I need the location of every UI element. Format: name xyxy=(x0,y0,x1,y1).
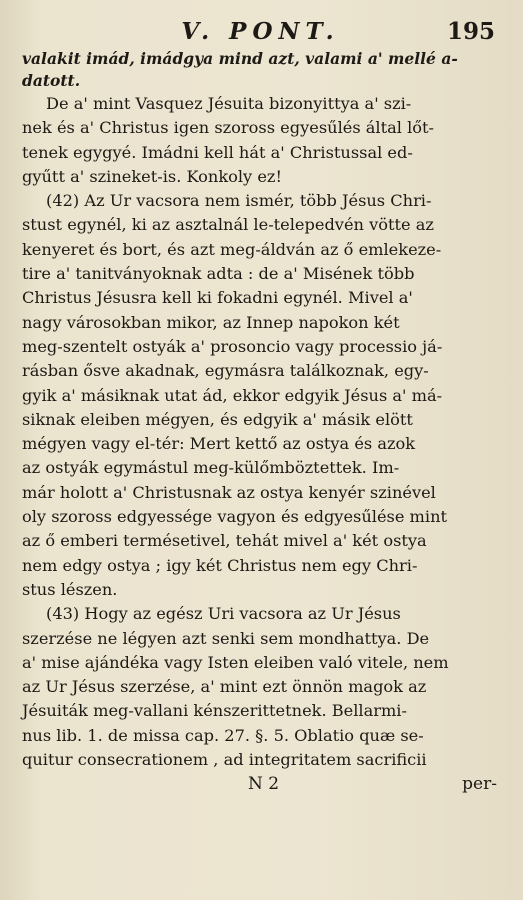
text-line: siknak eleiben mégyen, és edgyik a' másik elött xyxy=(22,409,413,429)
text-line: rásban ősve akadnak, egymásra találkoznak, egy- xyxy=(22,361,429,381)
text-line: a' mise ajándéka vagy Isten eleiben való vitele, nem xyxy=(22,652,449,672)
text-line: kenyeret és bort, és azt meg-áldván az ő emlekeze- xyxy=(22,239,442,259)
text-line: tire a' tanitványoknak adta : de a' Misének több xyxy=(22,264,415,284)
text-line: nek és a' Christus igen szoross egyesűlés által lőt- xyxy=(22,118,434,138)
italic-continuation xyxy=(22,48,499,92)
text-line: az Ur Jésus szerzése, a' mint ezt önnön magok az xyxy=(22,677,427,697)
text-line: szerzése ne légyen azt senki sem mondhattya. De xyxy=(22,628,430,648)
text-line: (42) Az Ur vacsora nem ismér, több Jésus Chri- xyxy=(46,191,432,211)
text-line: (43) Hogy az egész Uri vacsora az Ur Jésus xyxy=(46,604,401,624)
text-line: stus lészen. xyxy=(22,579,118,599)
text-line: nem edgy ostya ; igy két Christus nem egy Chri- xyxy=(22,555,418,575)
text-line: gyik a' másiknak utat ád, ekkor edgyik Jésus a' má- xyxy=(22,385,443,405)
signature-mark: N 2 xyxy=(248,774,280,795)
text-line: quitur consecrationem , ad integritatem sacrificii xyxy=(22,750,427,770)
text-line: mégyen vagy el-tér: Mert kettő az ostya és azok xyxy=(22,434,416,454)
text-line: nagy városokban mikor, az Innep napokon két xyxy=(22,312,400,332)
text-line: De a' mint Vasquez Jésuita bizonyittya a' szi- xyxy=(46,94,412,113)
text-line: Christus Jésusra kell ki fokadni egynél. Mivel a' xyxy=(22,288,413,308)
text-line: stust egynél, ki az asztalnál le-telepedvén vötte az xyxy=(22,215,434,235)
text-line: gyűtt a' szineket-is. Konkoly ez! xyxy=(22,166,282,186)
catchword: per- xyxy=(462,774,497,795)
text-line: oly szoross edgyessége vagyon és edgyesűlése mint xyxy=(22,507,448,527)
body-text xyxy=(22,92,499,772)
text-line: már holott a' Christusnak az ostya kenyér szinével xyxy=(22,482,436,502)
text-line: nus lib. 1. de missa cap. 27. §. 5. Oblatio quæ se- xyxy=(22,725,424,745)
text-line: tenek egygyé. Imádni kell hát a' Christussal ed- xyxy=(22,142,413,162)
italic-line: valakit imád, imádgya mind azt, valami a' mellé a- xyxy=(22,49,458,68)
text-line: az ő emberi termésetivel, tehát mivel a' két ostya xyxy=(22,531,427,551)
text-line: az ostyák egymástul meg-külőmböztettek. Im- xyxy=(22,458,400,478)
page-header xyxy=(22,18,499,48)
italic-line: datott. xyxy=(22,71,81,90)
page-number: 195 xyxy=(446,18,495,45)
page-footer xyxy=(22,774,499,802)
running-head: V. PONT. xyxy=(181,18,340,45)
text-line: meg-szentelt ostyák a' prosoncio vagy processio já- xyxy=(22,336,443,356)
text-line: Jésuiták meg-vallani kénszerittetnek. Bellarmi- xyxy=(22,701,407,721)
